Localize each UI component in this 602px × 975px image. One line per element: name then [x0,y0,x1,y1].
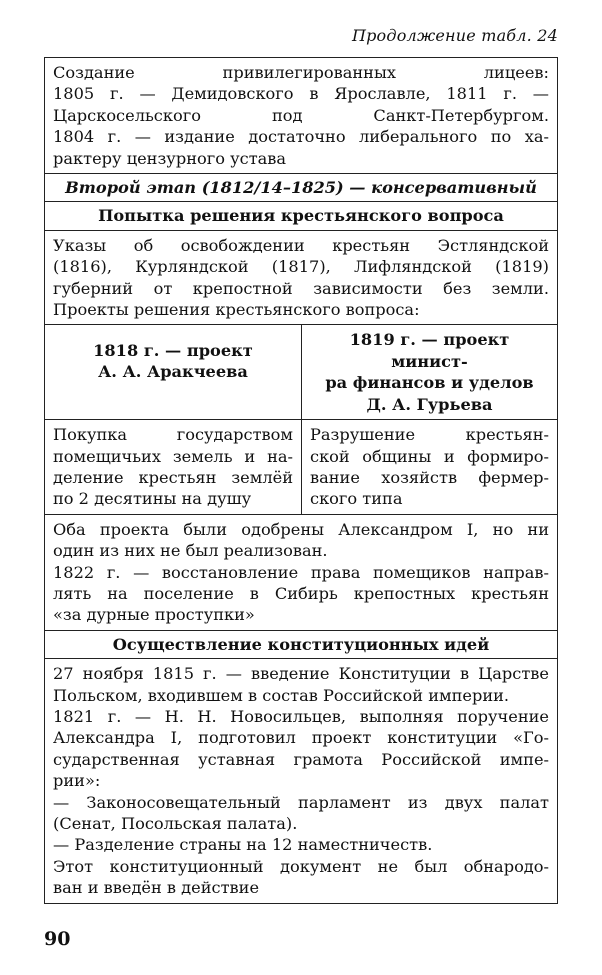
text-line: по 2 десятины на душу [53,489,252,509]
text-line: деление крестьян землёй [53,467,293,487]
text-line: 1822 г. — восстановление права помещиков направ- [53,562,549,582]
text-line: Оба проекта были одобрены Александром I, но ни [53,519,549,539]
constitution-cell [45,658,557,902]
text-line: 1818 г. — проект [93,341,253,361]
guryev-project-heading [301,325,557,419]
text-line: Покупка государством [53,425,293,445]
text-line: Этот конституционный документ не был обнародо- [53,856,549,876]
text-line: (Сенат, Посольская палата). [53,814,298,833]
running-head: Продолжение табл. 24 [351,26,558,45]
text-line: ра финансов и уделов [325,373,534,393]
text-line: 1819 г. — проект минист- [349,330,510,371]
text-line: — Разделение страны на 12 наместничеств. [53,835,433,855]
text-line: 1821 г. — Н. Н. Новосильцев, выполняя поручение [53,706,549,726]
page-number: 90 [44,928,71,950]
text-line: один из них не был реализован. [53,541,328,561]
peasant-decrees-cell [45,230,557,325]
text-line: ван и введён в действие [53,878,260,898]
text-line: рактеру цензурного устава [53,148,287,168]
text-line: ской общины и формиро- [310,446,549,466]
text-line: (1816), Курляндской (1817), Лифляндской (1819) [53,257,549,277]
arakcheev-project-body [45,420,301,514]
text-line: Создание привилегированных лицеев: [53,63,549,82]
guryev-project-body [301,420,557,514]
text-line: сударственная уставная грамота Российской импе- [53,749,549,769]
text-line: А. А. Аракчеева [98,362,248,382]
stage-heading: Второй этап (1812/14–1825) — консервативный [45,173,557,201]
text-line: ского типа [310,489,403,509]
peasant-section-heading: Попытка решения крестьянского вопроса [45,201,557,229]
text-line: — Законосовещательный парламент из двух палат [53,792,549,812]
text-line: Царскосельского под Санкт-Петербургом. [53,105,549,125]
text-line: губерний от крепостной зависимости без земли. [53,278,549,298]
text-line: 1805 г. — Демидовского в Ярославле, 1811 г. — [53,84,549,104]
text-line: рии»: [53,771,101,791]
text-line: 27 ноября 1815 г. — введение Конституции в Царстве [53,664,549,684]
text-line: Разрушение крестьян- [310,425,549,445]
data-table [44,57,558,904]
text-line: Указы об освобождении крестьян Эстляндской [53,235,549,255]
text-line: 1804 г. — издание достаточно либерального по ха- [53,127,549,147]
text-line: лять на поселение в Сибирь крепостных крестьян [53,583,549,603]
text-line: вание хозяйств фермер- [310,467,549,487]
arakcheev-project-heading [45,325,301,419]
text-line: помещичьих земель и на- [53,446,293,466]
outcome-cell [45,514,557,630]
text-line: Проекты решения крестьянского вопроса: [53,300,420,320]
text-line: Александра I, подготовил проект конституции «Го- [53,728,549,748]
text-line: Польском, входившем в состав Российской империи. [53,685,510,705]
text-line: Д. А. Гурьева [366,394,493,414]
constitution-section-heading: Осуществление конституционных идей [45,630,557,658]
projects-header-row [45,324,557,419]
text-line: «за дурные проступки» [53,605,255,625]
lyceums-cell [45,58,557,173]
projects-body-row [45,419,557,514]
